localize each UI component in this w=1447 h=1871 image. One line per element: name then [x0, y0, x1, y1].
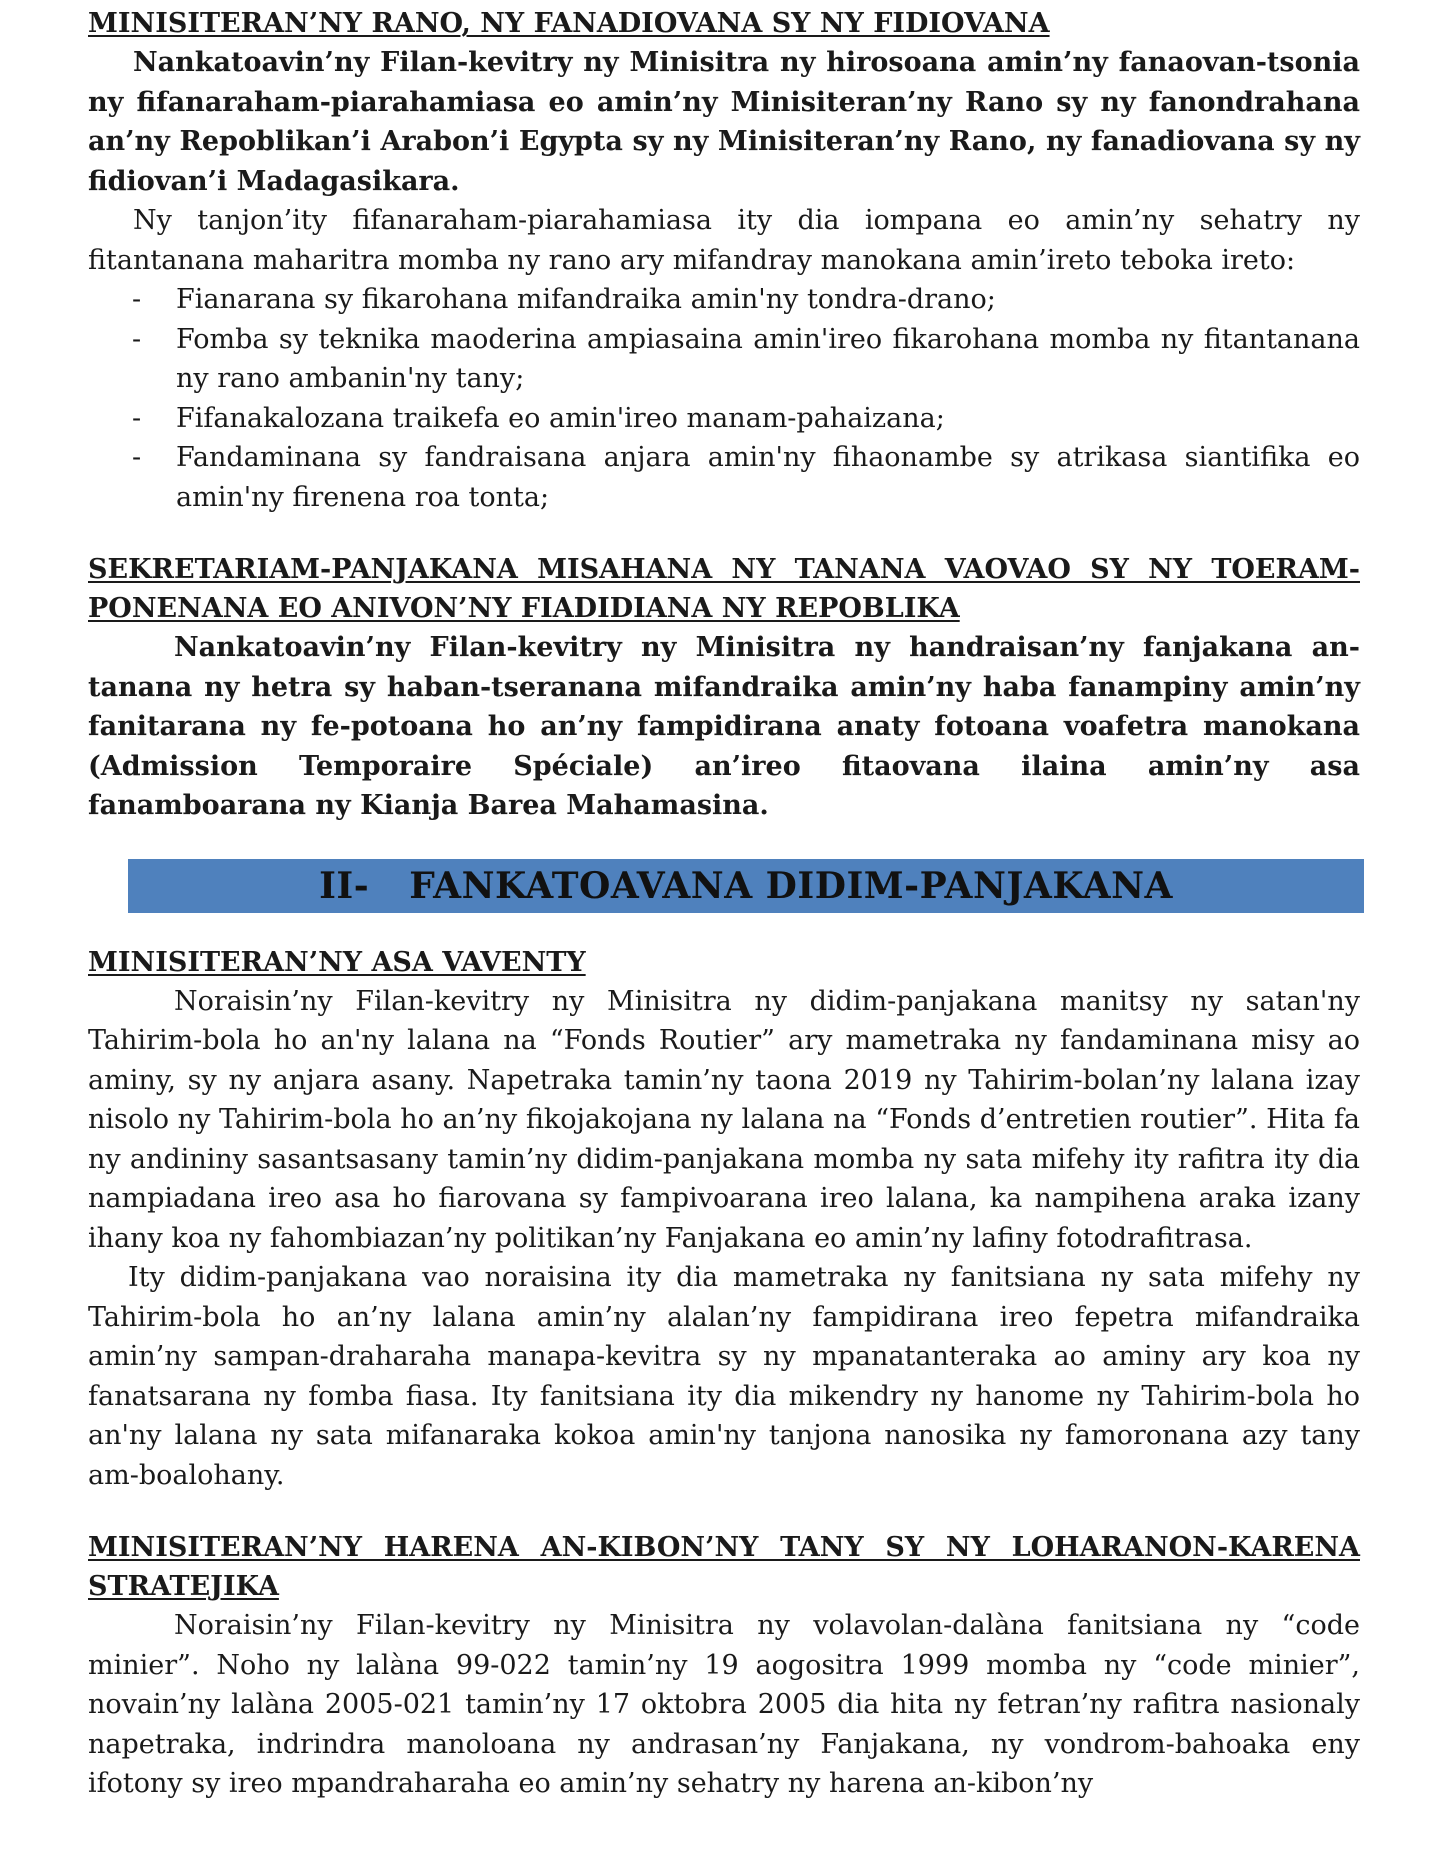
list-marker: - — [132, 323, 142, 355]
list-item: - Fifanakalozana traikefa eo amin'ireo manam-pahaizana; — [88, 399, 1360, 439]
section-heading-sekretariam: SEKRETARIAM-PANJAKANA MISAHANA NY TANANA VAOVAO SY NY TOERAM-PONENANA EO ANIVON’NY FIADIDIANA NY REPOBLIKA — [88, 554, 1360, 624]
rano-decision-paragraph: Nankatoavin’ny Filan-kevitry ny Minisitra ny hirosoana amin’ny fanaovan-tsonia ny fifanaraham-piarahamiasa eo amin’ny Minisiteran’ny Rano sy ny fanondrahana an’ny Repoblikan’i Arabon’i Egypta sy ny Minisiteran’ny Rano, ny fanadiovana sy ny fidiovan’i Madagasikara. — [88, 47, 1360, 197]
section-heading-asa-vaventy: MINISITERAN’NY ASA VAVENTY — [88, 946, 586, 978]
document-page — [88, 4, 1360, 1804]
asa-vaventy-paragraph-1: Noraisin’ny Filan-kevitry ny Minisitra ny didim-panjakana manitsy ny satan'ny Tahirim-bola ho an'ny lalana na “Fonds Routier” ary mametraka ny fandaminana misy ao aminy, sy ny anjara asany. Napetraka tamin’ny taona 2019 ny Tahirim-bolan’ny lalana izay nisolo ny Tahirim-bola ho an’ny fikojakojana ny lalana na “Fonds d’entretien routier”. Hita fa ny andininy sasantsasany tamin’ny didim-panjakana momba ny sata mifehy ity rafitra ity dia nampiadana ireo asa ho fiarovana sy fampivoarana ireo lalana, ka nampihena araka izany ihany koa ny fahombiazan’ny politikan’ny Fanjakana eo amin’ny lafiny fotodrafitrasa. — [88, 985, 1360, 1254]
list-item: - Fianarana sy fikarohana mifandraika amin'ny tondra-drano; — [88, 280, 1360, 320]
banner-title: FANKATOAVANA DIDIM-PANJAKANA — [409, 864, 1173, 907]
rano-objectives-paragraph: Ny tanjon’ity fifanaraham-piarahamiasa ity dia iompana eo amin’ny sehatry ny fitantanana maharitra momba ny rano ary mifandray manokana amin’ireto teboka ireto: — [88, 205, 1360, 276]
list-item: - Fandaminana sy fandraisana anjara amin'ny fihaonambe sy atrikasa siantifika eo amin'ny firenena roa tonta; — [88, 438, 1360, 517]
spacer — [88, 826, 1360, 859]
spacer — [88, 517, 1360, 550]
spacer — [88, 1495, 1360, 1528]
list-item: - Fomba sy teknika maoderina ampiasaina amin'ireo fikarohana momba ny fitantanana ny rano ambanin'ny tany; — [88, 320, 1360, 399]
list-marker: - — [132, 284, 142, 315]
spacer — [88, 913, 1360, 943]
list-marker: - — [132, 442, 142, 473]
banner-number: II- — [319, 864, 370, 907]
section-banner — [128, 859, 1364, 913]
harena-paragraph: Noraisin’ny Filan-kevitry ny Minisitra ny volavolan-dalàna fanitsiana ny “code minier”. Noho ny lalàna 99-022 tamin’ny 19 aogositra 1999 momba ny “code minier”, novain’ny lalàna 2005-021 tamin’ny 17 oktobra 2005 dia hita ny fetran’ny rafitra nasionaly napetraka, indrindra manoloana ny andrasan’ny Fanjakana, ny vondrom-bahoaka eny ifotony sy ireo mpandraharaha eo amin’ny sehatry ny harena an-kibon’ny — [88, 1610, 1360, 1799]
list-marker: - — [132, 402, 142, 434]
section-heading-harena: MINISITERAN’NY HARENA AN-KIBON’NY TANY SY NY LOHARANON-KARENA STRATEJIKA — [88, 1532, 1360, 1602]
rano-objectives-list — [88, 280, 1360, 517]
sekretariam-decision-paragraph: Nankatoavin’ny Filan-kevitry ny Minisitra ny handraisan’ny fanjakana an-tanana ny hetra sy haban-tseranana mifandraika amin’ny haba fanampiny amin’ny fanitarana ny fe-potoana ho an’ny fampidirana anaty fotoana voafetra manokana (Admission Temporaire Spéciale) an’ireo fitaovana ilaina amin’ny asa fanamboarana ny Kianja Barea Mahamasina. — [88, 632, 1360, 821]
section-heading-rano: MINISITERAN’NY RANO, NY FANADIOVANA SY NY FIDIOVANA — [88, 8, 1050, 39]
asa-vaventy-paragraph-2: Ity didim-panjakana vao noraisina ity dia mametraka ny fanitsiana ny sata mifehy ny Tahirim-bola ho an’ny lalana amin’ny alalan’ny fampidirana ireo fepetra mifandraika amin’ny sampan-draharaha manapa-kevitra sy ny mpanatanteraka ao aminy ary koa ny fanatsarana ny fomba fiasa. Ity fanitsiana ity dia mikendry ny hanome ny Tahirim-bola ho an'ny lalana ny sata mifanaraka kokoa amin'ny tanjona nanosika ny famoronana azy tany am-boalohany. — [88, 1262, 1360, 1491]
